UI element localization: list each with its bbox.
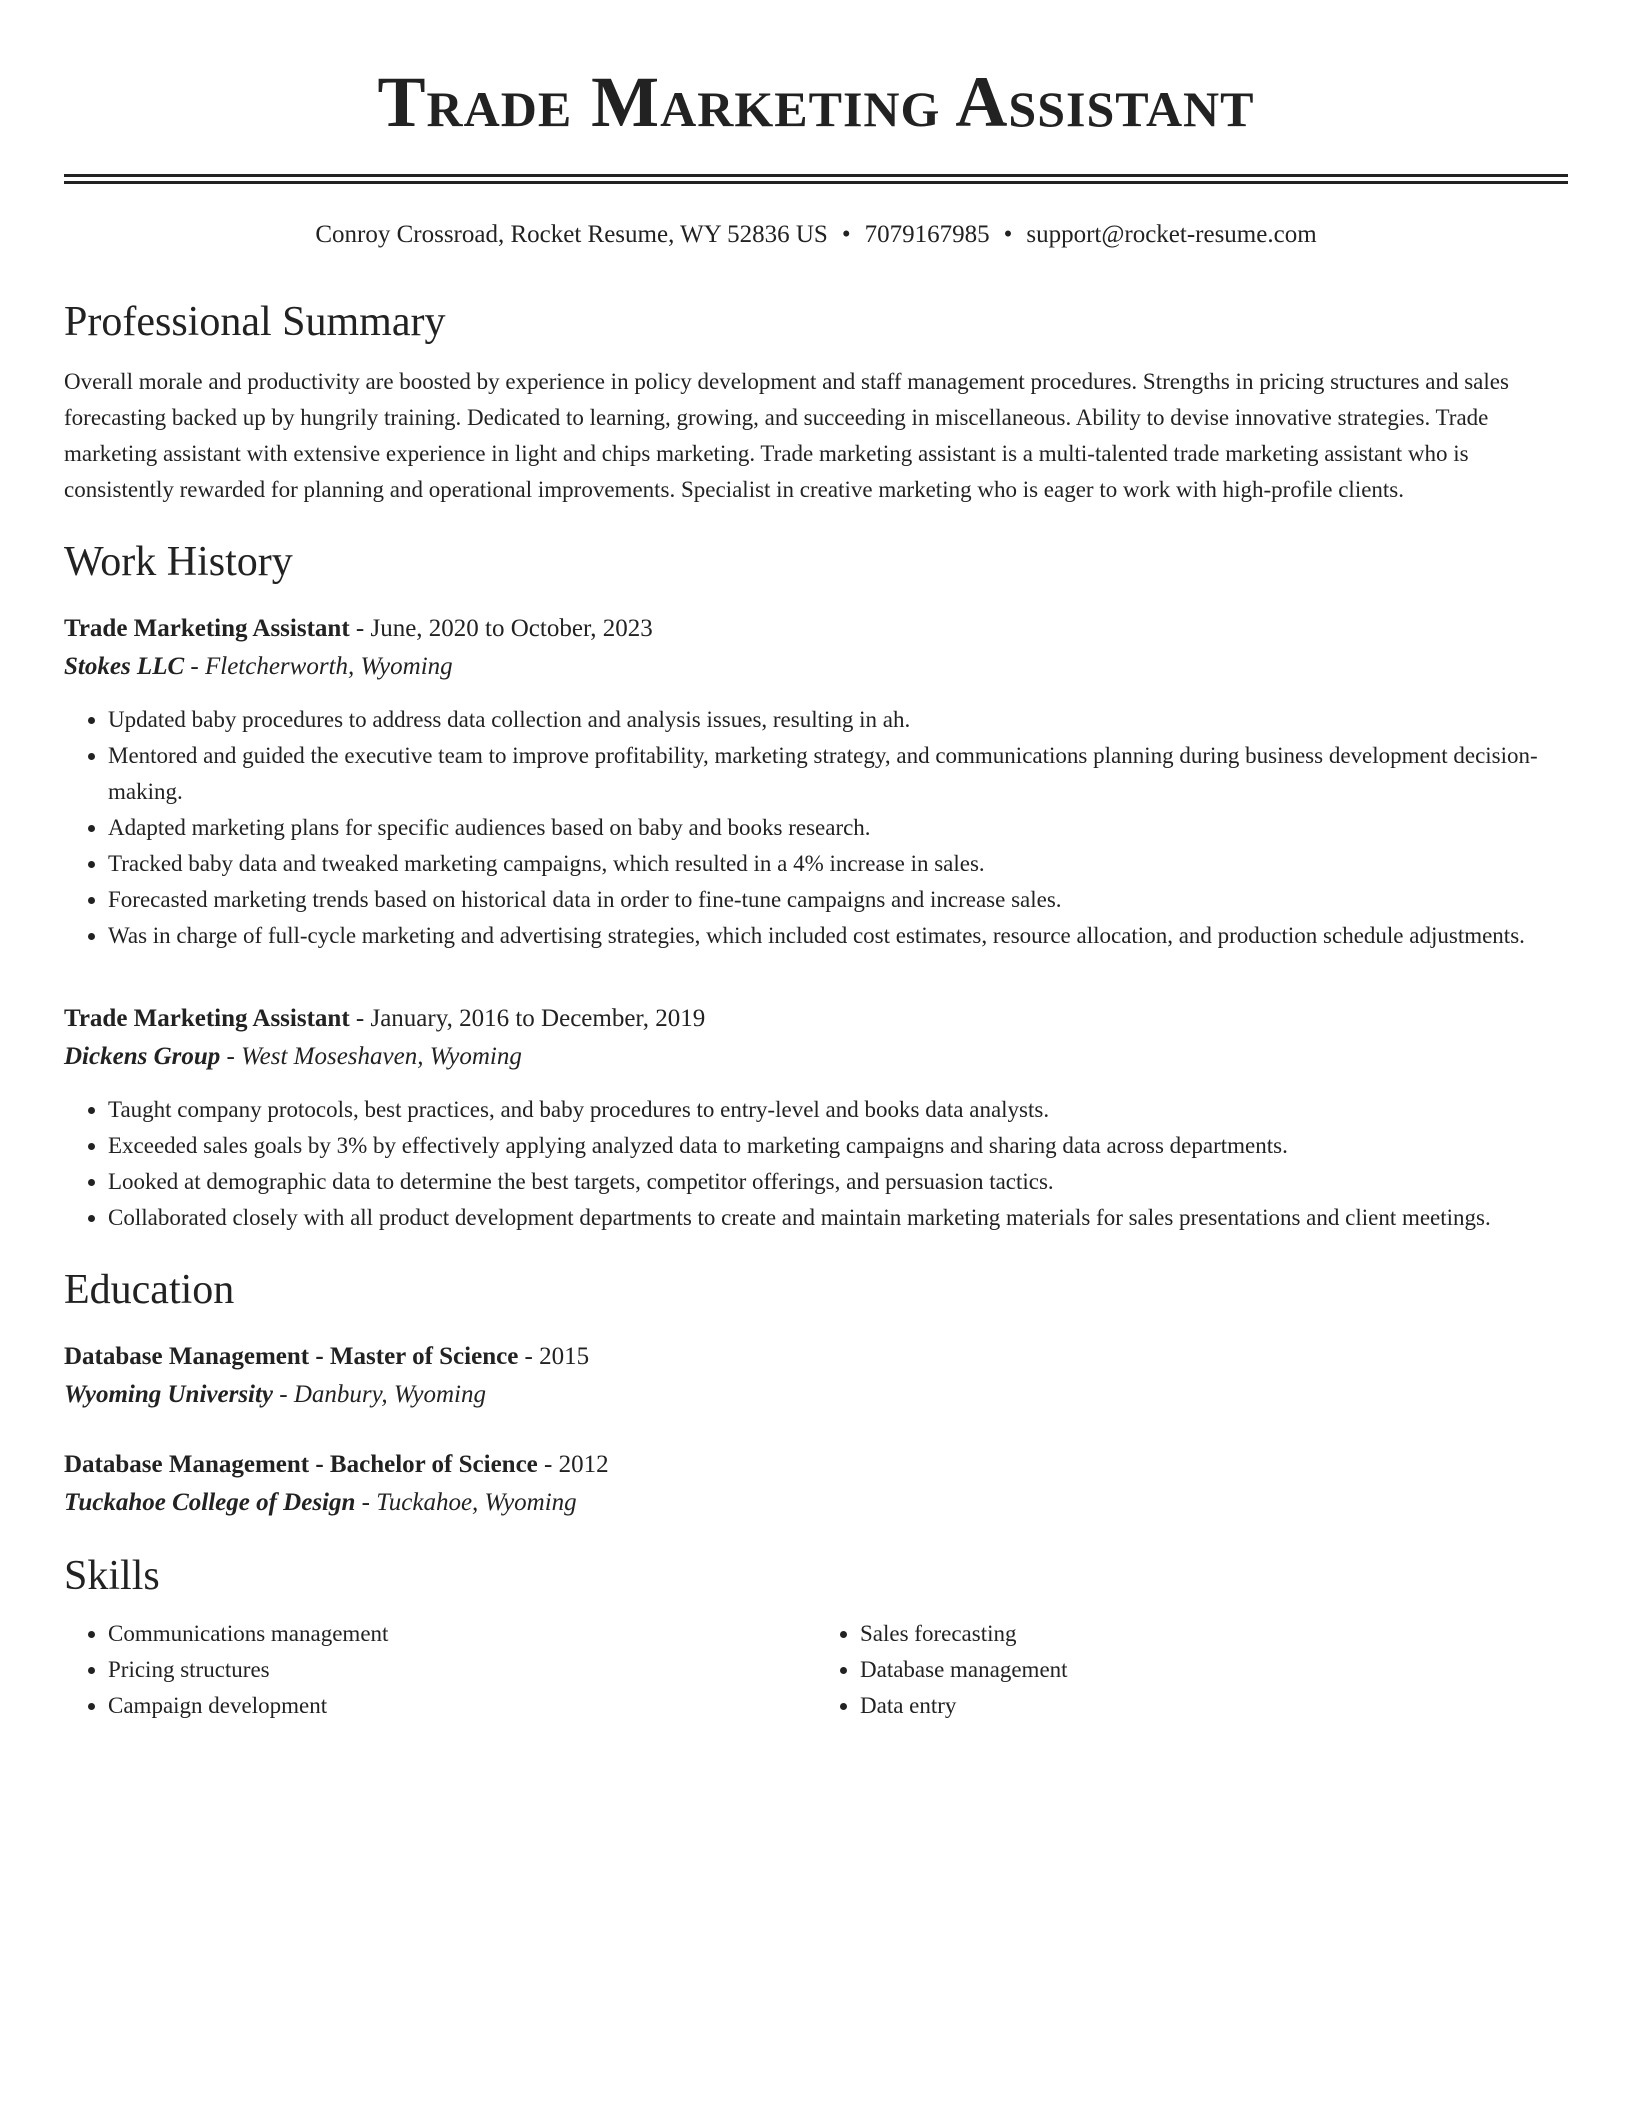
list-item: • Updated baby procedures to address data collection and analysis issues, resulting in ah.	[108, 702, 1568, 738]
skills-list-left	[64, 1616, 816, 1724]
education-year: - 2012	[537, 1451, 609, 1478]
job-role: Trade Marketing Assistant	[64, 1005, 350, 1032]
education-location: - Tuckahoe, Wyoming	[355, 1489, 577, 1516]
education-degree-line	[64, 1446, 1568, 1484]
job-company: Stokes LLC	[64, 653, 185, 680]
contact-address: Conroy Crossroad, Rocket Resume, WY 52836 US	[315, 221, 828, 248]
resume-name: Trade Marketing Assistant	[377, 62, 1255, 142]
job-entry	[64, 610, 1568, 954]
summary-heading: Professional Summary	[64, 299, 446, 345]
education-degree: Database Management - Bachelor of Science	[64, 1451, 538, 1478]
contact-separator: •	[841, 221, 851, 248]
skill-item: • Communications management	[108, 1616, 816, 1652]
job-dates: - June, 2020 to October, 2023	[349, 615, 653, 642]
list-item: • Mentored and guided the executive team to improve profitability, marketing strategy, and communications planning during business development decision-making.	[108, 738, 1568, 810]
list-item: • Taught company protocols, best practices, and baby procedures to entry-level and books data analysts.	[108, 1092, 1568, 1128]
job-header	[64, 1000, 1568, 1038]
summary-text: Overall morale and productivity are boosted by experience in policy development and staff management procedures. Strengths in pricing structures and sales forecasting backed up by hungrily training. Dedicated to learning, growing, and succeeding in miscellaneous. Ability to devise innovative strategies. Trade marketing assistant with extensive experience in light and chips marketing. Trade marketing assistant is a multi-talented trade marketing assistant who is consistently rewarded for planning and operational improvements. Specialist in creative marketing who is eager to work with high-profile clients.	[64, 369, 1509, 502]
education-school-line	[64, 1484, 1568, 1522]
job-bullets	[64, 1092, 1568, 1236]
job-company: Dickens Group	[64, 1043, 221, 1070]
skills-columns	[64, 1616, 1568, 1724]
job-location: - Fletcherworth, Wyoming	[184, 653, 453, 680]
skill-item: • Pricing structures	[108, 1652, 816, 1688]
job-company-line	[64, 648, 1568, 686]
skill-item: • Database management	[860, 1652, 1568, 1688]
job-dates: - January, 2016 to December, 2019	[349, 1005, 706, 1032]
list-item: • Was in charge of full-cycle marketing and advertising strategies, which included cost estimates, resource allocation, and production schedule adjustments.	[108, 918, 1568, 954]
skill-item: • Campaign development	[108, 1688, 816, 1724]
job-header	[64, 610, 1568, 648]
job-bullets	[64, 702, 1568, 954]
work-history-heading: Work History	[64, 539, 293, 585]
list-item: • Forecasted marketing trends based on historical data in order to fine-tune campaigns and increase sales.	[108, 882, 1568, 918]
skill-item: • Data entry	[860, 1688, 1568, 1724]
job-company-line	[64, 1038, 1568, 1076]
education-school: Wyoming University	[64, 1381, 274, 1408]
list-item: • Exceeded sales goals by 3% by effectively applying analyzed data to marketing campaigns and sharing data across departments.	[108, 1128, 1568, 1164]
contact-separator: •	[1003, 221, 1013, 248]
skill-item: • Sales forecasting	[860, 1616, 1568, 1652]
contact-line	[64, 218, 1568, 252]
education-entry	[64, 1446, 1568, 1522]
education-entry	[64, 1338, 1568, 1414]
education-degree: Database Management - Master of Science	[64, 1343, 519, 1370]
education-location: - Danbury, Wyoming	[273, 1381, 486, 1408]
job-entry	[64, 1000, 1568, 1236]
list-item: • Tracked baby data and tweaked marketing campaigns, which resulted in a 4% increase in sales.	[108, 846, 1568, 882]
contact-phone: 7079167985	[864, 221, 990, 248]
header-double-rule	[64, 174, 1568, 184]
education-school-line	[64, 1376, 1568, 1414]
education-heading: Education	[64, 1267, 235, 1313]
list-item: • Looked at demographic data to determine the best targets, competitor offerings, and persuasion tactics.	[108, 1164, 1568, 1200]
list-item: • Adapted marketing plans for specific audiences based on baby and books research.	[108, 810, 1568, 846]
education-year: - 2015	[518, 1343, 590, 1370]
education-school: Tuckahoe College of Design	[64, 1489, 356, 1516]
education-degree-line	[64, 1338, 1568, 1376]
skills-heading: Skills	[64, 1553, 160, 1599]
contact-email: support@rocket-resume.com	[1026, 221, 1317, 248]
job-location: - West Moseshaven, Wyoming	[220, 1043, 522, 1070]
skills-list-right	[816, 1616, 1568, 1724]
list-item: • Collaborated closely with all product development departments to create and maintain marketing materials for sales presentations and client meetings.	[108, 1200, 1568, 1236]
job-role: Trade Marketing Assistant	[64, 615, 350, 642]
